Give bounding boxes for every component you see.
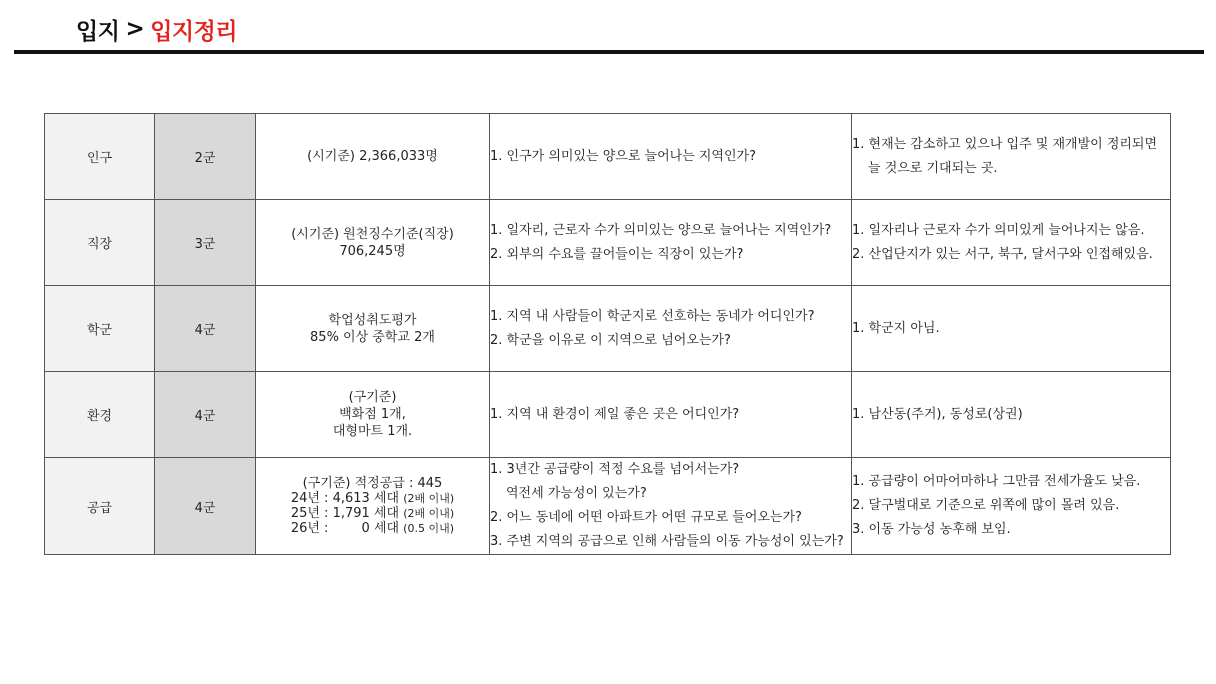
row-category: 직장 xyxy=(45,200,155,286)
supply-year-note: (0.5 이내) xyxy=(403,521,454,535)
question-line: 2. 어느 동네에 어떤 아파트가 어떤 규모로 들어오는가? xyxy=(490,510,802,525)
answer-line: 1. 남산동(주거), 동성로(상권) xyxy=(852,406,1023,422)
row-questions xyxy=(490,200,852,286)
location-summary-table xyxy=(44,113,1171,555)
row-questions xyxy=(490,286,852,372)
answer-line: 1. 공급량이 어마어마하나 그만큼 전세가율도 낮음. xyxy=(852,474,1141,489)
stat-line: 학업성취도평가 xyxy=(328,312,417,328)
question-line: 역전세 가능성이 있는가? xyxy=(506,486,647,501)
supply-year-value: 24년 : 4,613 세대 xyxy=(290,490,400,506)
row-stat xyxy=(256,458,490,555)
table-row xyxy=(45,286,1171,372)
row-category: 환경 xyxy=(45,372,155,458)
row-category: 공급 xyxy=(45,458,155,555)
row-answers xyxy=(852,286,1171,372)
stat-line: 대형마트 1개. xyxy=(332,424,413,439)
supply-stat-block xyxy=(291,476,454,536)
supply-year-line xyxy=(291,491,454,506)
row-answers xyxy=(852,200,1171,286)
row-category: 학군 xyxy=(45,286,155,372)
row-grade: 2군 xyxy=(155,114,256,200)
row-answers xyxy=(852,372,1171,458)
table-row xyxy=(45,458,1171,555)
row-grade: 4군 xyxy=(155,286,256,372)
table-row xyxy=(45,372,1171,458)
answer-line: 1. 학군지 아님. xyxy=(852,320,940,336)
stat-line: 706,245명 xyxy=(339,243,406,259)
supply-year-value: 25년 : 1,791 세대 xyxy=(290,505,400,521)
supply-year-note: (2배 이내) xyxy=(403,491,455,505)
stat-line: (시기준) 2,366,033명 xyxy=(307,149,438,164)
stat-line: (시기준) 원천징수기준(직장) xyxy=(291,226,454,242)
supply-year-note: (2배 이내) xyxy=(403,506,455,520)
question-line: 1. 인구가 의미있는 양으로 늘어나는 지역인가? xyxy=(490,148,757,164)
supply-year-value: 26년 : 0 세대 xyxy=(290,520,400,536)
title-divider xyxy=(14,50,1204,54)
breadcrumb-root: 입지 xyxy=(76,18,120,45)
row-answers xyxy=(852,458,1171,555)
answer-line: 3. 이동 가능성 농후해 보임. xyxy=(852,522,1011,537)
row-questions xyxy=(490,458,852,555)
question-line: 3. 주변 지역의 공급으로 인해 사람들의 이동 가능성이 있는가? xyxy=(490,534,844,549)
row-stat xyxy=(256,286,490,372)
stat-line: (구기준) xyxy=(348,390,397,405)
question-line: 1. 일자리, 근로자 수가 의미있는 양으로 늘어나는 지역인가? xyxy=(490,222,832,238)
question-line: 2. 학군을 이유로 이 지역으로 넘어오는가? xyxy=(490,332,731,348)
row-grade: 4군 xyxy=(155,458,256,555)
question-line: 1. 3년간 공급량이 적정 수요를 넘어서는가? xyxy=(490,462,740,477)
row-stat xyxy=(256,372,490,458)
breadcrumb xyxy=(76,12,237,46)
row-answers xyxy=(852,114,1171,200)
row-grade: 4군 xyxy=(155,372,256,458)
table-row xyxy=(45,200,1171,286)
question-line: 1. 지역 내 환경이 제일 좋은 곳은 어디인가? xyxy=(490,406,740,422)
breadcrumb-current: 입지정리 xyxy=(150,18,238,45)
question-line: 1. 지역 내 사람들이 학군지로 선호하는 동네가 어디인가? xyxy=(490,308,815,324)
stat-line: (구기준) 적정공급 : 445 xyxy=(302,475,443,491)
breadcrumb-separator: > xyxy=(125,16,145,42)
stat-line: 백화점 1개, xyxy=(339,407,406,422)
answer-line: 1. 일자리나 근로자 수가 의미있게 늘어나지는 않음. xyxy=(852,222,1145,238)
row-stat xyxy=(256,114,490,200)
row-stat xyxy=(256,200,490,286)
supply-year-line xyxy=(291,506,454,521)
answer-line: 1. 현재는 감소하고 있으나 입주 및 재개발이 정리되면 xyxy=(852,136,1158,152)
row-questions xyxy=(490,372,852,458)
stat-line: 85% 이상 중학교 2개 xyxy=(310,329,435,345)
supply-year-line xyxy=(291,521,454,536)
row-grade: 3군 xyxy=(155,200,256,286)
answer-line: 2. 달구벌대로 기준으로 위쪽에 많이 몰려 있음. xyxy=(852,498,1120,513)
row-category: 인구 xyxy=(45,114,155,200)
row-questions xyxy=(490,114,852,200)
answer-line: 2. 산업단지가 있는 서구, 북구, 달서구와 인접해있음. xyxy=(852,246,1153,262)
answer-line: 늘 것으로 기대되는 곳. xyxy=(868,160,998,176)
question-line: 2. 외부의 수요를 끌어들이는 직장이 있는가? xyxy=(490,246,744,262)
table-row xyxy=(45,114,1171,200)
